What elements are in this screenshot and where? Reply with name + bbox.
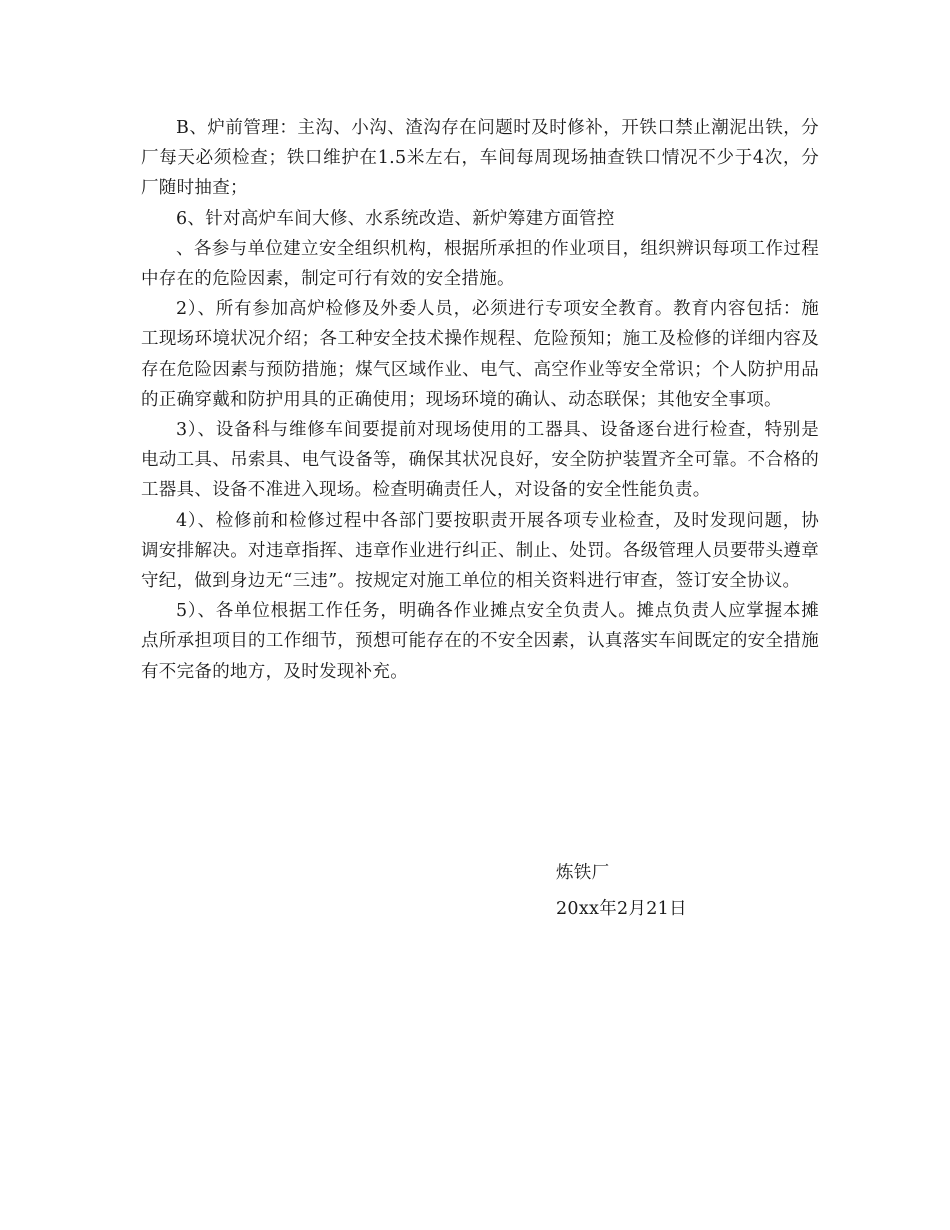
signature-organization: 炼铁厂 [556, 863, 610, 883]
section-heading-6: 6、针对高炉车间大修、水系统改造、新炉筹建方面管控 [176, 208, 615, 229]
paragraph-item-5: 5）、各单位根据工作任务，明确各作业摊点安全负责人。摊点负责人应掌握本摊点所承担项目的工作细节，预想可能存在的不安全因素，认真落实车间既定的安全措施有不完备的地方，及时发现补充。 [141, 601, 819, 682]
paragraph-furnace-front-management: B、炉前管理：主沟、小沟、渣沟存在问题时及时修补，开铁口禁止潮泥出铁，分厂每天必须检查；铁口维护在1.5米左右，车间每周现场抽查铁口情况不少于4次，分厂随时抽查； [141, 118, 819, 199]
paragraph-item-3: 3）、设备科与维修车间要提前对现场使用的工器具、设备逐台进行检查，特别是电动工具、吊索具、电气设备等，确保其状况良好，安全防护装置齐全可靠。不合格的工器具、设备不准进入现场。检查明确责任人，对设备的安全性能负责。 [141, 420, 819, 501]
paragraph-item-2: 2）、所有参加高炉检修及外委人员，必须进行专项安全教育。教育内容包括：施工现场环境状况介绍；各工种安全技术操作规程、危险预知；施工及检修的详细内容及存在危险因素与预防措施；煤气区域作业、电气、高空作业等安全常识；个人防护用品的正确穿戴和防护用具的正确使用；现场环境的确认、动态联保；其他安全事项。 [141, 299, 819, 410]
signature-date: 20xx年2月21日 [556, 899, 687, 919]
paragraph-item-1: 、各参与单位建立安全组织机构，根据所承担的作业项目，组织辨识每项工作过程中存在的危险因素，制定可行有效的安全措施。 [141, 238, 819, 290]
document-body [141, 113, 819, 687]
paragraph-item-4: 4）、检修前和检修过程中各部门要按职责开展各项专业检查，及时发现问题，协调安排解决。对违章指挥、违章作业进行纠正、制止、处罚。各级管理人员要带头遵章守纪，做到身边无“三违”。按规定对施工单位的相关资料进行审查，签订安全协议。 [141, 510, 819, 592]
